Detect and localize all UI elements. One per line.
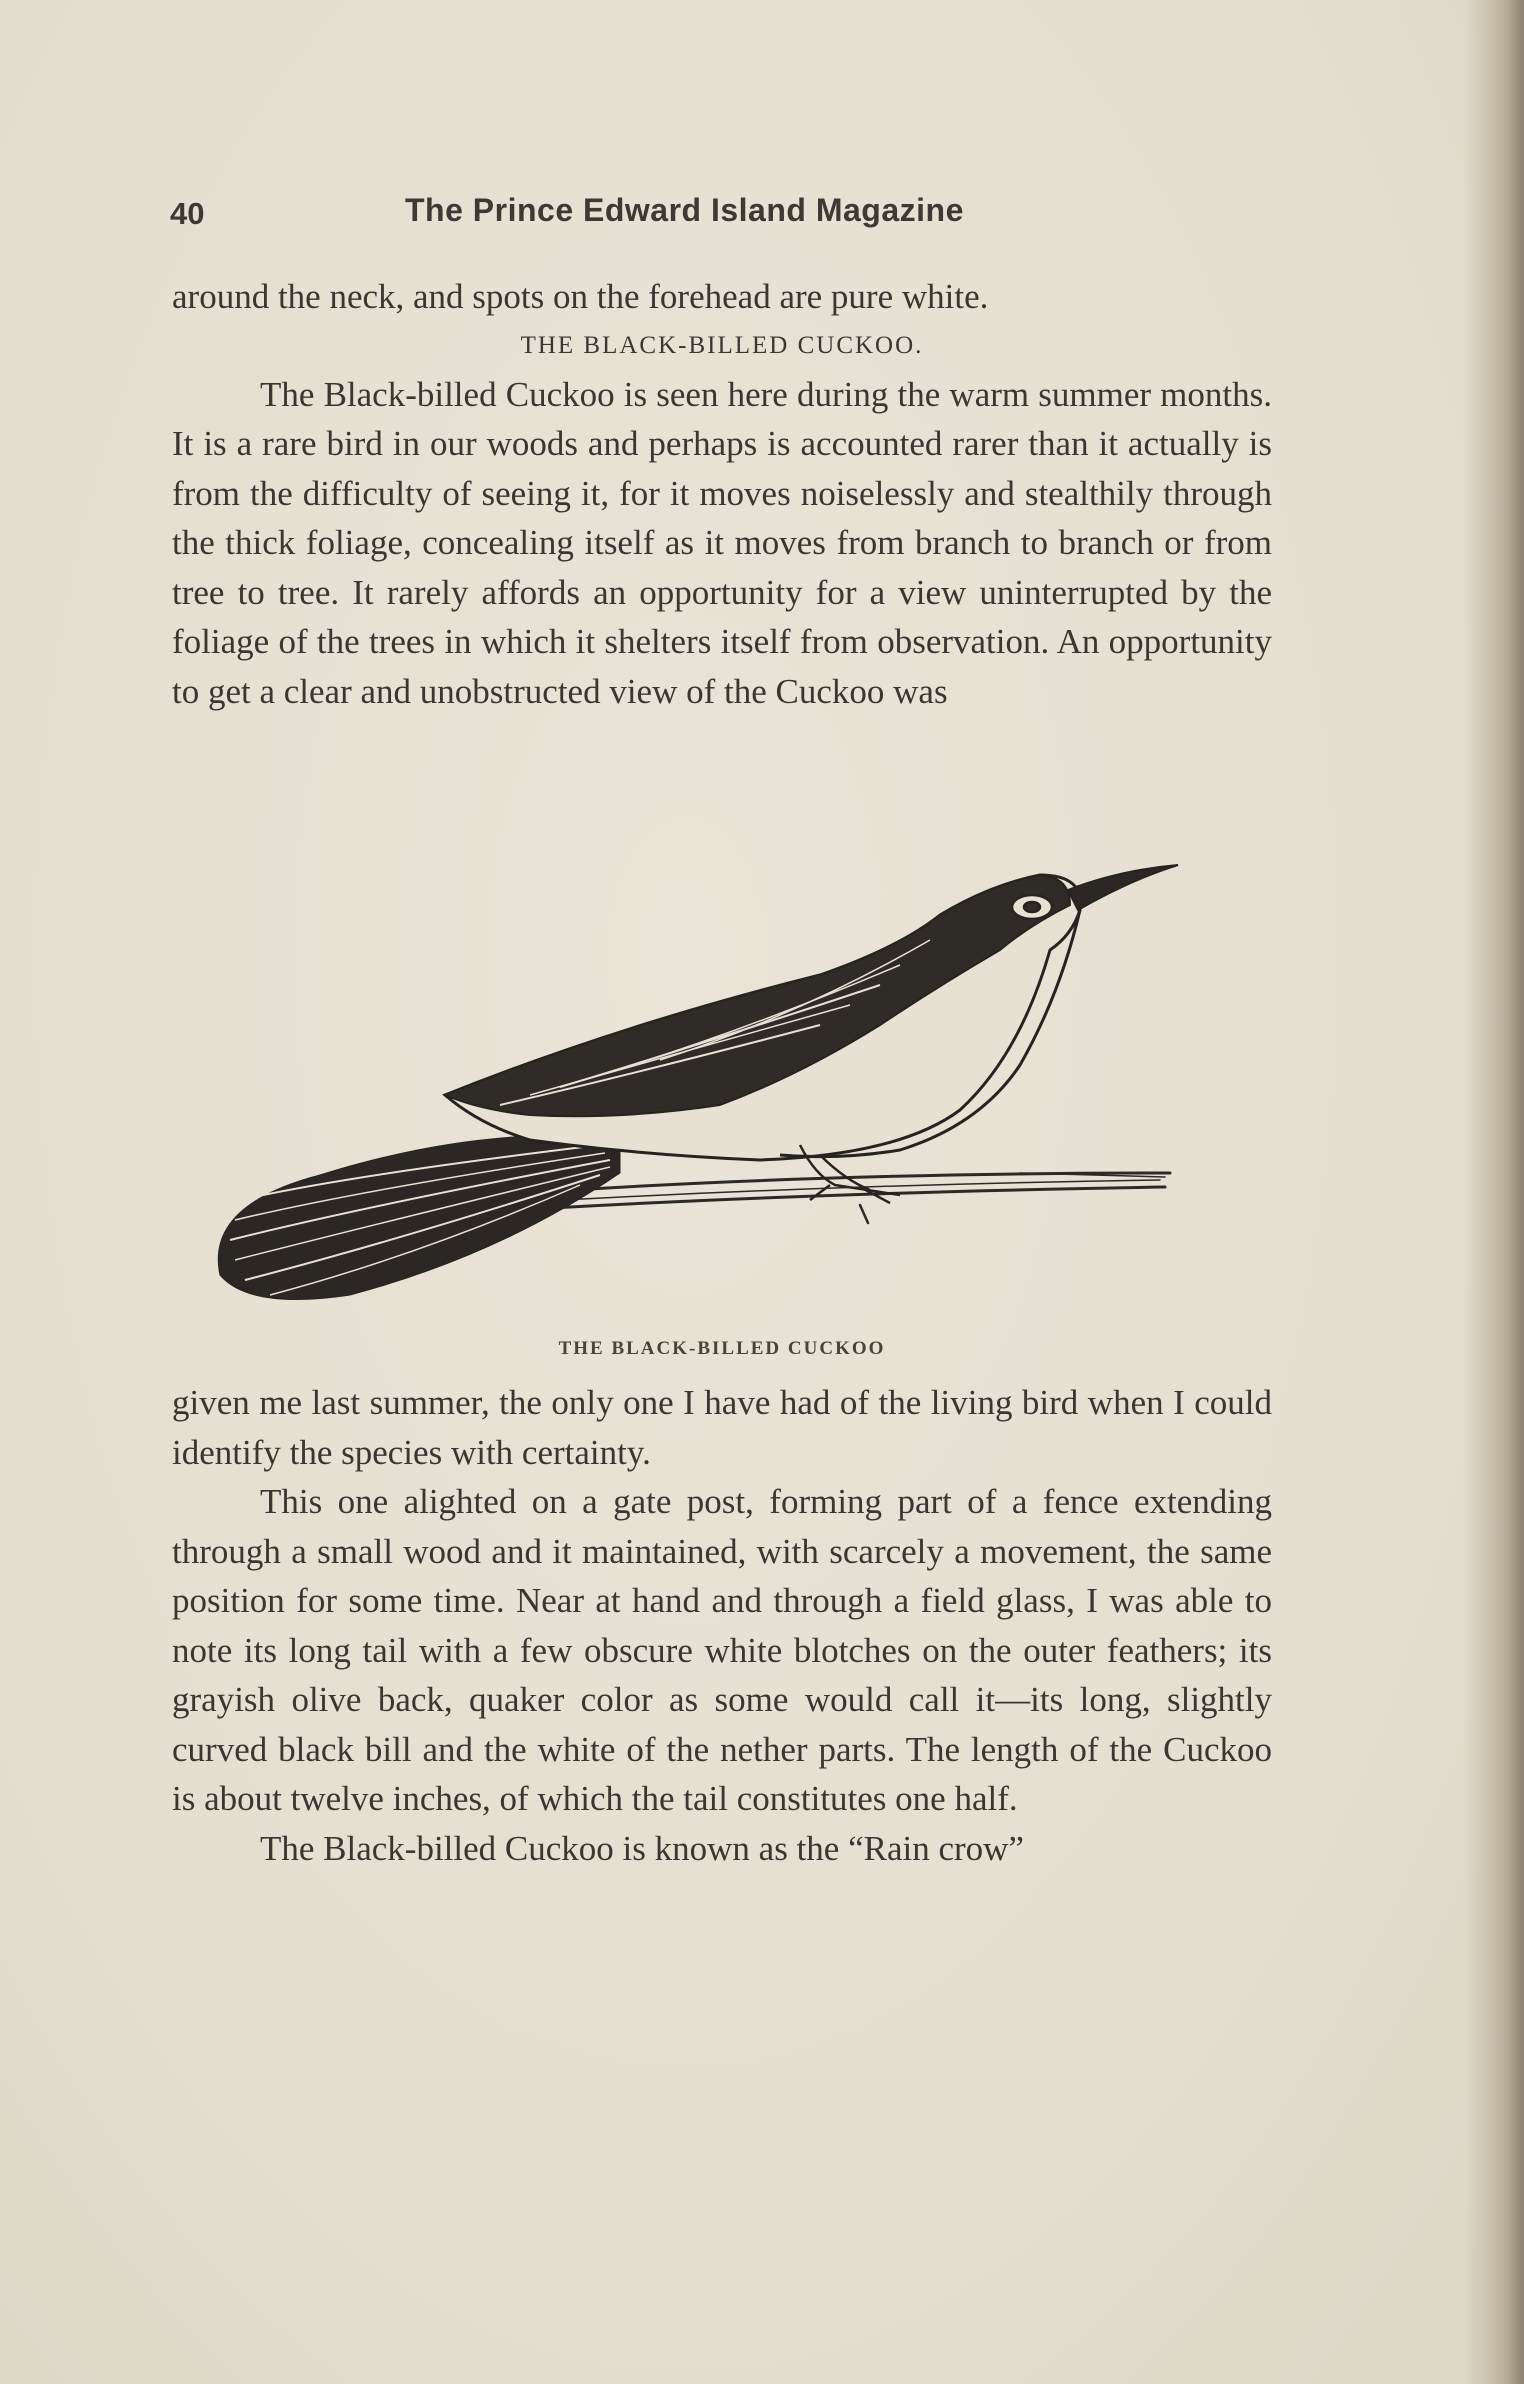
text-block-top (172, 272, 1272, 716)
opening-line: around the neck, and spots on the forehead are pure white. (172, 277, 989, 316)
paragraph-2: This one alighted on a gate post, forming part of a fence extending through a small wood and it maintained, with scarcely a movement, the same position for some time. Near at hand and through a field glass, I was able to note its long tail with a few obscure white blotches on the outer feathers; its grayish olive back, quaker color as some would call it—its long, slightly curved black bill and the white of the nether parts. The length of the Cuckoo is about twelve inches, of which the tail constitutes one half. (172, 1482, 1272, 1818)
paragraph-3: The Black-billed Cuckoo is known as the “Rain crow” (260, 1828, 1024, 1868)
running-title: The Prince Edward Island Magazine (405, 192, 964, 228)
eye (1012, 895, 1052, 919)
cuckoo-illustration (200, 855, 1200, 1325)
body (445, 875, 1081, 1160)
tail (218, 1135, 620, 1299)
section-heading: THE BLACK-BILLED CUCKOO. (520, 331, 924, 359)
page-number: 40 (170, 196, 205, 231)
paragraph-1: The Black-billed Cuckoo is seen here during the warm summer months. It is a rare bird in our woods and perhaps is accounted rarer than it actually is from the difficulty of seeing it, for it moves noiselessly and stealthily through the thick foliage, concealing itself as it moves from branch to branch or from tree to tree. It rarely affords an opportunity for a view uninterrupted by the foliage of the trees in which it shelters itself from observation. An opportunity to get a clear and unobstructed view of the Cuckoo was (172, 374, 1272, 711)
bill (1068, 865, 1178, 910)
text-block-bottom (172, 1378, 1272, 1873)
continuation-line: given me last summer, the only one I have had of the living bird when I could identify the species with certainty. (172, 1383, 1272, 1472)
figure-caption: THE BLACK-BILLED CUCKOO (558, 1338, 886, 1359)
page-edge-shadow (1464, 0, 1524, 2384)
running-header (170, 188, 1270, 238)
cuckoo-drawing (200, 855, 1200, 1325)
